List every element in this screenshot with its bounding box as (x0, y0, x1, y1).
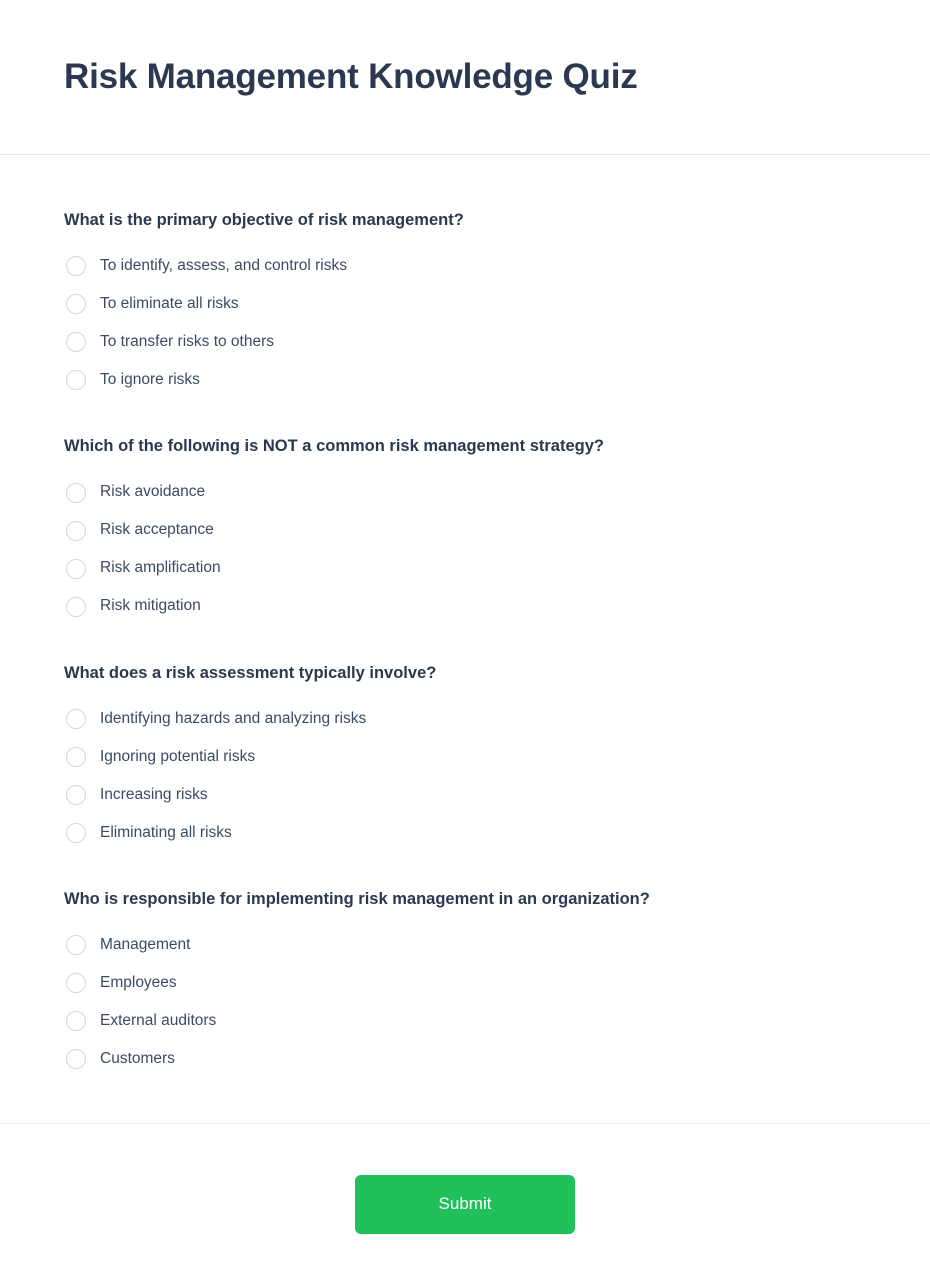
option-label: Ignoring potential risks (100, 747, 256, 765)
radio-button-icon[interactable] (66, 747, 86, 767)
radio-button-icon[interactable] (66, 785, 86, 805)
question-block-3 (64, 662, 866, 852)
option-label: Identifying hazards and analyzing risks (100, 709, 367, 727)
submit-button[interactable]: Submit (355, 1175, 575, 1234)
option-row[interactable] (64, 323, 866, 361)
option-row[interactable] (64, 474, 866, 512)
option-row[interactable] (64, 550, 866, 588)
option-row[interactable] (64, 738, 866, 776)
radio-button-icon[interactable] (66, 559, 86, 579)
quiz-header (0, 0, 930, 155)
question-block-4 (64, 888, 866, 1078)
question-block-1 (64, 209, 866, 399)
option-row[interactable] (64, 700, 866, 738)
option-row[interactable] (64, 776, 866, 814)
option-row[interactable] (64, 814, 866, 852)
radio-button-icon[interactable] (66, 1011, 86, 1031)
radio-button-icon[interactable] (66, 521, 86, 541)
option-row[interactable] (64, 1002, 866, 1040)
option-label: Management (100, 935, 191, 953)
page-title: Risk Management Knowledge Quiz (64, 56, 638, 96)
option-label: External auditors (100, 1011, 217, 1029)
option-label: Employees (100, 973, 177, 991)
radio-button-icon[interactable] (66, 823, 86, 843)
option-label: To eliminate all risks (100, 295, 239, 313)
radio-button-icon[interactable] (66, 1049, 86, 1069)
question-text: Which of the following is NOT a common risk management strategy? (64, 437, 604, 456)
radio-button-icon[interactable] (66, 973, 86, 993)
radio-button-icon[interactable] (66, 597, 86, 617)
option-label: To identify, assess, and control risks (100, 257, 347, 275)
radio-button-icon[interactable] (66, 256, 86, 276)
option-row[interactable] (64, 361, 866, 399)
radio-button-icon[interactable] (66, 483, 86, 503)
option-row[interactable] (64, 285, 866, 323)
radio-button-icon[interactable] (66, 370, 86, 390)
option-label: Risk acceptance (100, 521, 214, 539)
radio-button-icon[interactable] (66, 294, 86, 314)
option-label: Risk amplification (100, 559, 221, 577)
quiz-questions-container (0, 155, 930, 1078)
option-label: Customers (100, 1049, 175, 1067)
question-text: Who is responsible for implementing risk management in an organization? (64, 889, 650, 908)
question-text: What is the primary objective of risk management? (64, 211, 464, 229)
option-row[interactable] (64, 1040, 866, 1078)
option-row[interactable] (64, 588, 866, 626)
quiz-footer (0, 1123, 930, 1270)
radio-button-icon[interactable] (66, 709, 86, 729)
option-label: To transfer risks to others (100, 333, 275, 351)
option-label: Risk mitigation (100, 597, 201, 615)
option-row[interactable] (64, 512, 866, 550)
option-label: Risk avoidance (100, 483, 206, 501)
question-block-2 (64, 435, 866, 625)
question-text: What does a risk assessment typically involve? (64, 663, 437, 682)
option-label: To ignore risks (100, 371, 200, 389)
option-row[interactable] (64, 247, 866, 285)
option-row[interactable] (64, 964, 866, 1002)
option-label: Increasing risks (100, 785, 208, 803)
option-label: Eliminating all risks (100, 823, 232, 841)
option-row[interactable] (64, 926, 866, 964)
radio-button-icon[interactable] (66, 332, 86, 352)
radio-button-icon[interactable] (66, 935, 86, 955)
